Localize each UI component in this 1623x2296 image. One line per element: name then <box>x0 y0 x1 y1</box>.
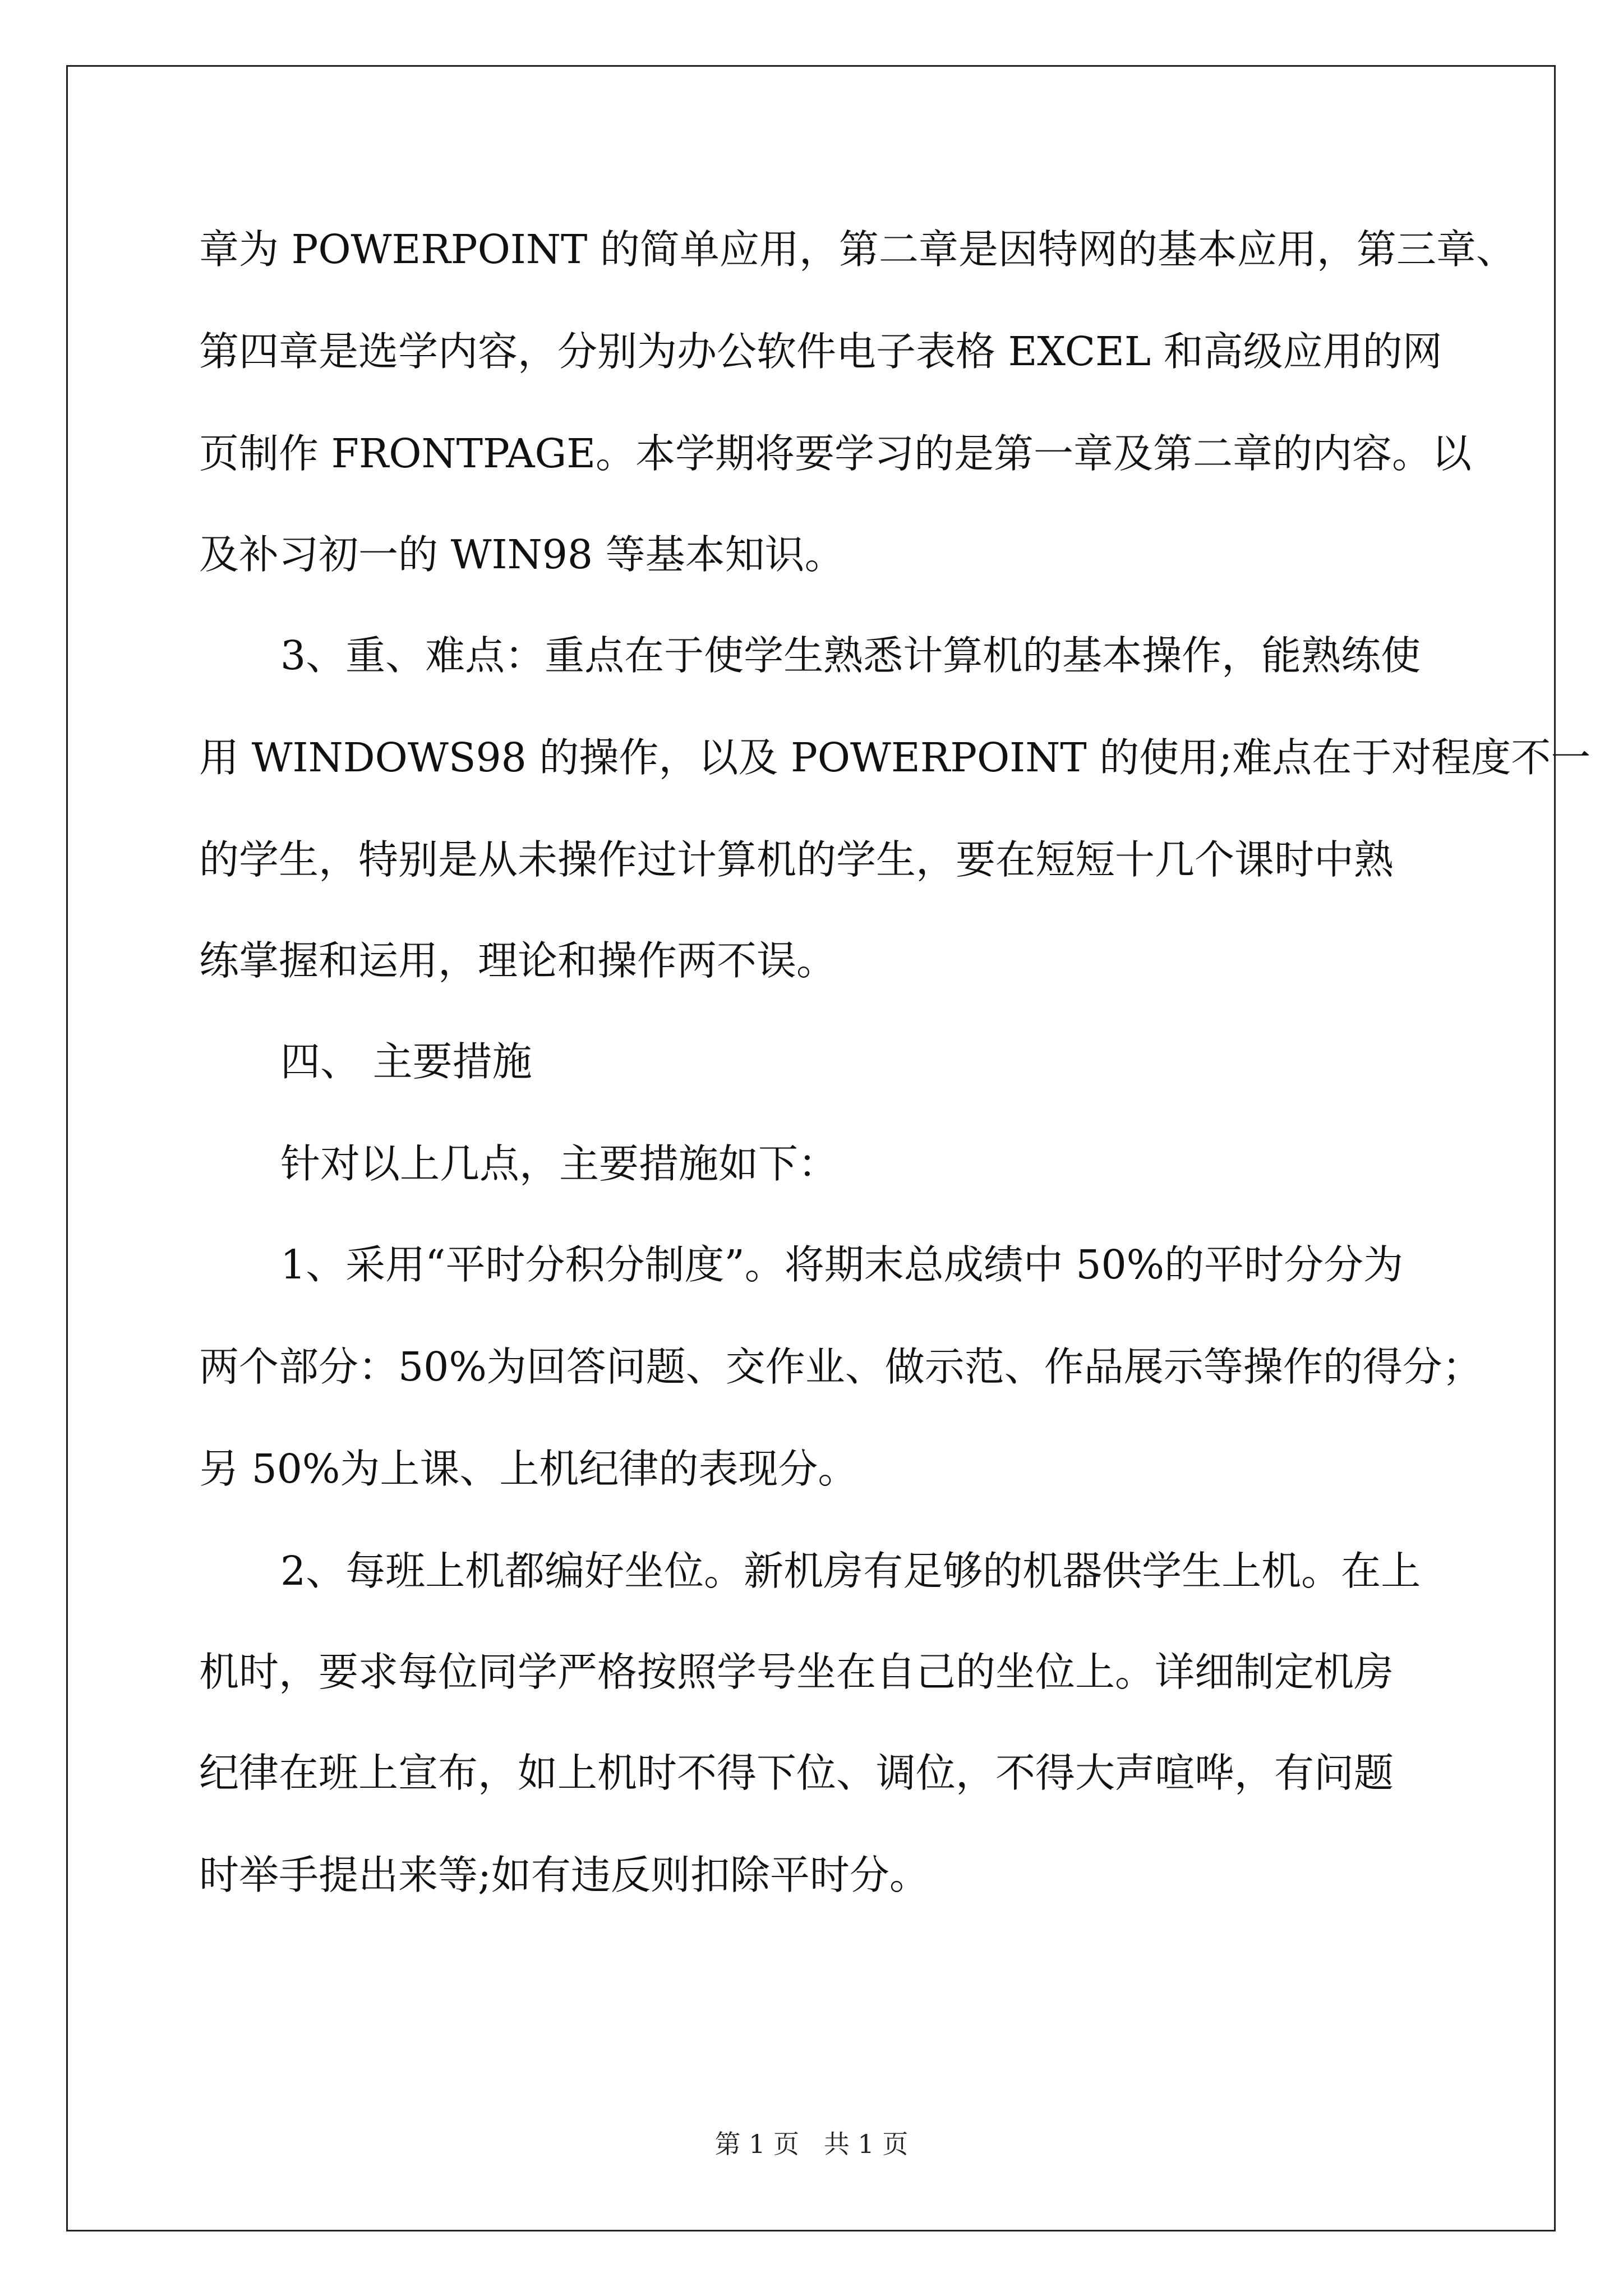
text-line: 1、采用“平时分积分制度”。将期末总成绩中 50%的平时分分为 <box>280 1241 1404 1288</box>
text-line: 纪律在班上宣布，如上机时不得下位、调位，不得大声喧哗，有问题 <box>199 1750 1394 1796</box>
text-line: 两个部分：50%为回答问题、交作业、做示范、作品展示等操作的得分； <box>199 1343 1482 1390</box>
text-line: 3、重、难点：重点在于使学生熟悉计算机的基本操作，能熟练使 <box>280 632 1421 679</box>
text-line: 的学生，特别是从未操作过计算机的学生，要在短短十几个课时中熟 <box>199 836 1394 883</box>
text-line: 针对以上几点，主要措施如下： <box>280 1140 838 1187</box>
text-line: 另 50%为上课、上机纪律的表现分。 <box>199 1446 858 1492</box>
text-line: 机时，要求每位同学严格按照学号坐在自己的坐位上。详细制定机房 <box>199 1649 1394 1695</box>
section-heading: 四、 主要措施 <box>280 1038 532 1085</box>
text-line: 章为 POWERPOINT 的简单应用，第二章是因特网的基本应用，第三章、 <box>199 226 1516 273</box>
text-line: 及补习初一的 WIN98 等基本知识。 <box>199 531 845 578</box>
text-line: 用 WINDOWS98 的操作，以及 POWERPOINT 的使用;难点在于对程度不一 <box>199 734 1591 781</box>
page-footer: 第 1 页 共 1 页 <box>714 2129 909 2159</box>
text-line: 时举手提出来等;如有违反则扣除平时分。 <box>199 1852 929 1898</box>
text-line: 练掌握和运用，理论和操作两不误。 <box>199 937 837 984</box>
text-line: 第四章是选学内容，分别为办公软件电子表格 EXCEL 和高级应用的网 <box>199 328 1442 375</box>
text-line: 2、每班上机都编好坐位。新机房有足够的机器供学生上机。在上 <box>280 1548 1421 1594</box>
text-line: 页制作 FRONTPAGE。本学期将要学习的是第一章及第二章的内容。以 <box>199 430 1472 477</box>
